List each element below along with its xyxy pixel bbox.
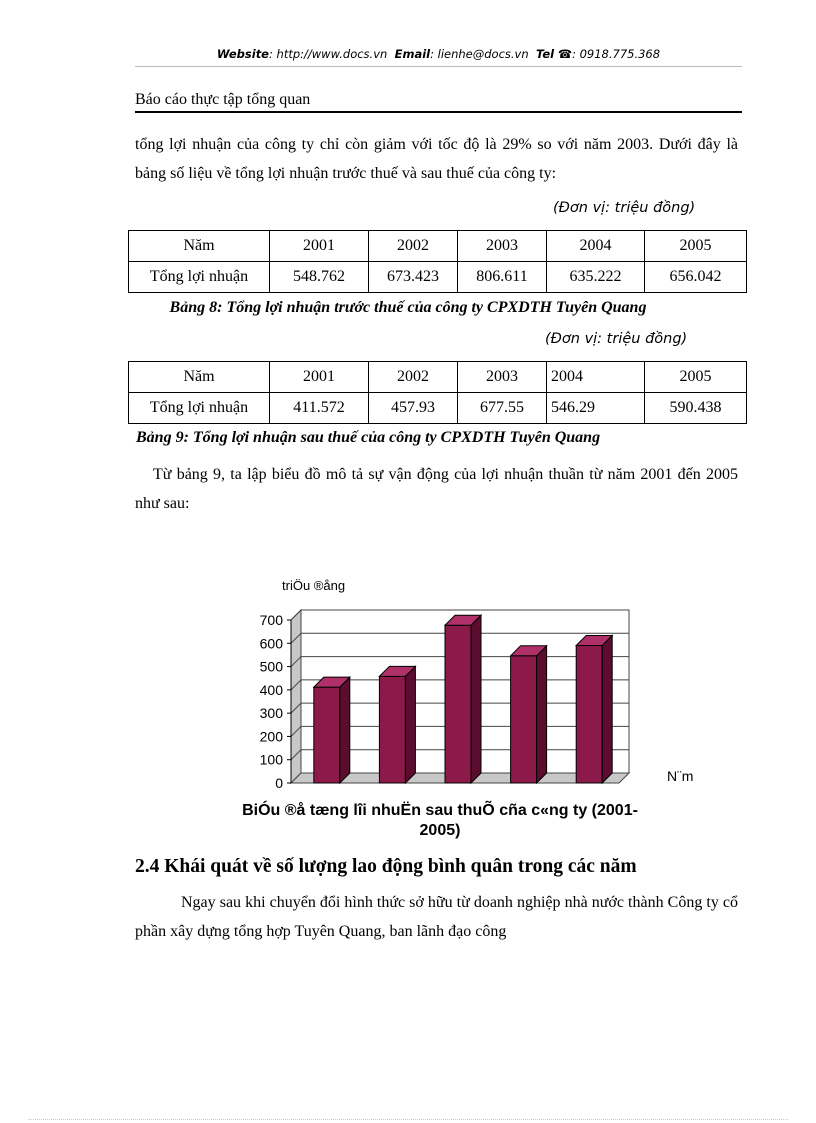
table9-cell: 590.438 [645, 393, 747, 424]
profit-bar-chart [0, 570, 816, 830]
chart-title [200, 801, 680, 841]
chart-side-wall [291, 610, 301, 783]
email-label: Email [394, 47, 431, 61]
table8-row-label: Tổng lợi nhuận [129, 262, 270, 293]
table8-header-cell: 2002 [369, 231, 458, 262]
y-tick-label: 0 [275, 775, 283, 791]
y-tick-label: 100 [259, 751, 283, 768]
table9-header-row [129, 362, 747, 393]
website-label: Website [216, 47, 269, 61]
bar-side-2004 [537, 646, 547, 783]
table8-cell: 635.222 [547, 262, 645, 293]
table-8 [128, 230, 747, 293]
y-tick-label: 200 [259, 728, 283, 745]
table8-data-row [129, 262, 747, 293]
paragraph-1: tổng lợi nhuận của công ty chỉ còn giảm với tốc độ là 29% so với năm 2003. Dưới đây là bảng số liệu về tổng lợi nhuận trước thuế và sau thuế của công ty: [135, 136, 738, 182]
header-divider [135, 66, 742, 67]
bar-side-2003 [471, 615, 481, 783]
table8-caption: Bảng 8: Tổng lợi nhuận trước thuế của công ty CPXDTH Tuyên Quang [169, 299, 647, 316]
section-heading: 2.4 Khái quát về số lượng lao động bình quân trong các năm [135, 856, 637, 877]
y-tick-label: 300 [259, 705, 283, 722]
paragraph-3: Ngay sau khi chuyển đổi hình thức sở hữu từ doanh nghiệp nhà nước thành Công ty cổ phần xây dựng tổng hợp Tuyên Quang, ban lãnh đạo công [135, 894, 738, 940]
y-tick-label: 500 [259, 658, 283, 675]
doc-title: Báo cáo thực tập tổng quan [135, 91, 311, 108]
y-tick-label: 700 [259, 612, 283, 628]
y-axis-label: triÖu ®ång [282, 578, 346, 593]
page-header [135, 47, 742, 61]
bar-2005 [576, 646, 602, 783]
bar-2004 [511, 656, 537, 783]
bar-side-2001 [340, 677, 350, 783]
bar-2003 [445, 625, 471, 783]
table9-header-cell: 2002 [369, 362, 458, 393]
bar-2002 [379, 676, 405, 783]
y-tick-label: 400 [259, 681, 283, 698]
chart-title-line2: 2005) [419, 822, 461, 839]
table8-header-cell: Năm [129, 231, 270, 262]
email-value: : lienhe@docs.vn [430, 47, 529, 61]
table9-header-cell: 2003 [458, 362, 547, 393]
table8-header-cell: 2004 [547, 231, 645, 262]
bar-side-2005 [602, 636, 612, 783]
x-axis-label: N¨m [667, 768, 694, 784]
table9-cell: 546.29 [547, 393, 645, 424]
website-value: : http://www.docs.vn [269, 47, 388, 61]
table9-unit: (Đơn vị: triệu đồng) [545, 331, 688, 347]
table8-cell: 806.611 [458, 262, 547, 293]
table9-header-cell: Năm [129, 362, 270, 393]
y-tick-label: 600 [259, 635, 283, 652]
table9-header-cell: 2001 [270, 362, 369, 393]
chart-title-line1: BiÓu ®å tæng lîi nhuËn sau thuÕ cña c«ng ty (2001- [242, 802, 638, 819]
table9-row-label: Tổng lợi nhuận [129, 393, 270, 424]
footer-divider [28, 1119, 788, 1120]
table9-cell: 457.93 [369, 393, 458, 424]
table8-header-cell: 2005 [645, 231, 747, 262]
table9-header-cell: 2004 [547, 362, 645, 393]
table9-header-cell: 2005 [645, 362, 747, 393]
bar-side-2002 [405, 666, 415, 783]
paragraph-2: Từ bảng 9, ta lập biểu đồ mô tả sự vận động của lợi nhuận thuần từ năm 2001 đến 2005 như sau: [135, 466, 738, 512]
table-9 [128, 361, 747, 424]
table8-unit: (Đơn vị: triệu đồng) [553, 200, 696, 216]
phone-icon: ☎ [557, 47, 573, 61]
table8-header-row [129, 231, 747, 262]
title-divider [135, 111, 742, 113]
tel-value: : 0918.775.368 [572, 47, 661, 61]
table8-cell: 673.423 [369, 262, 458, 293]
tel-label: Tel [535, 47, 555, 61]
table9-data-row [129, 393, 747, 424]
table9-cell: 677.55 [458, 393, 547, 424]
table8-cell: 656.042 [645, 262, 747, 293]
table9-cell: 411.572 [270, 393, 369, 424]
bar-2001 [314, 687, 340, 783]
table9-caption: Bảng 9: Tổng lợi nhuận sau thuế của công ty CPXDTH Tuyên Quang [136, 429, 601, 446]
table8-header-cell: 2003 [458, 231, 547, 262]
table8-header-cell: 2001 [270, 231, 369, 262]
table8-cell: 548.762 [270, 262, 369, 293]
